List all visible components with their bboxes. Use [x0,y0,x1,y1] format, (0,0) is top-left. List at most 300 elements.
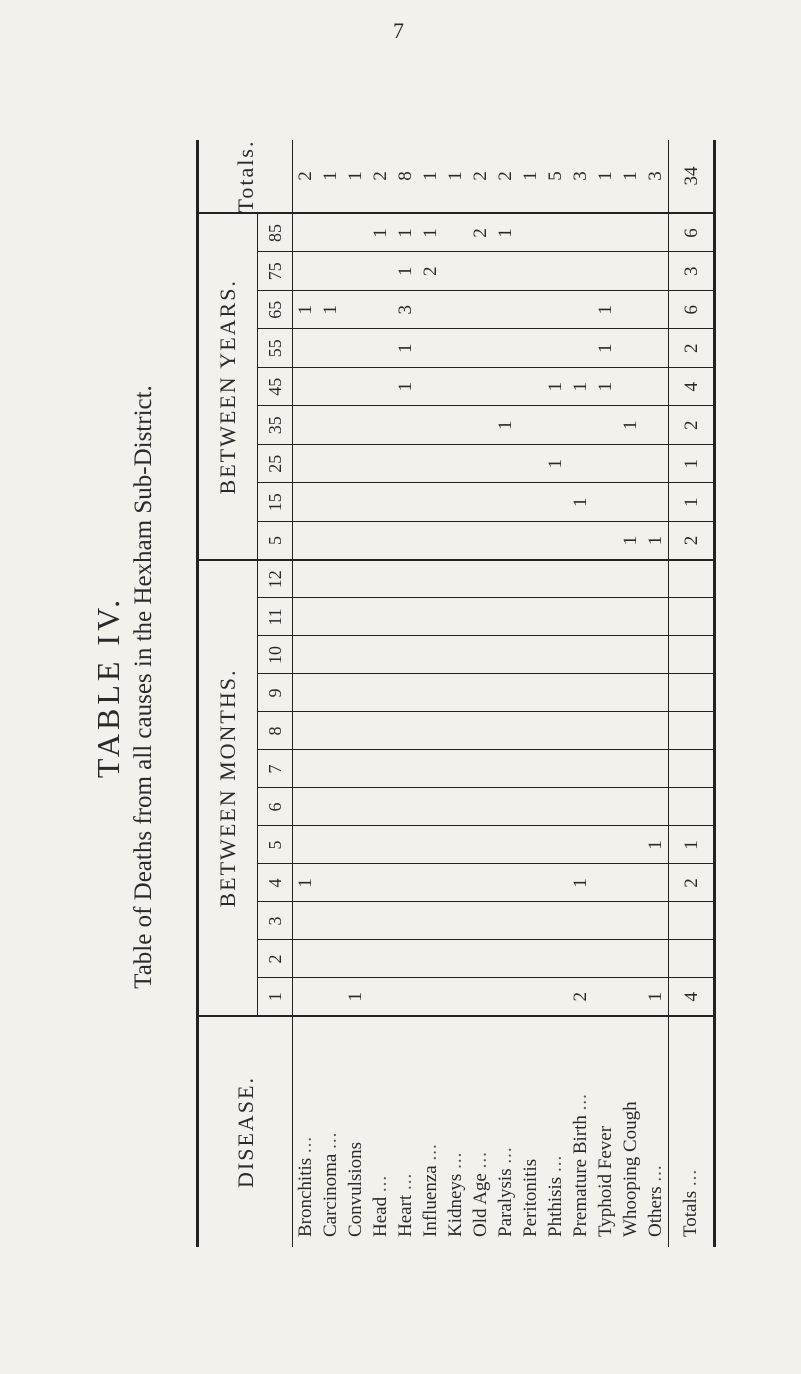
month-cell [593,826,618,864]
table-row [568,140,593,1247]
year-cell [643,368,669,407]
year-cell [418,368,443,407]
table-row [368,140,393,1247]
month-cell [493,598,518,636]
month-cell [493,978,518,1016]
year-cell [343,214,368,253]
year-cell [368,445,393,484]
month-cell [593,636,618,674]
month-cell [443,902,468,940]
month-cell [643,902,669,940]
year-cell [543,329,568,368]
disease-label: Kidneys [444,1173,466,1237]
month-cell [443,750,468,788]
month-cell [293,712,319,750]
month-cell [418,598,443,636]
month-header: 7 [258,750,293,788]
year-cell [593,522,618,561]
leader-dots: ... [394,1172,416,1191]
year-cell [443,368,468,407]
disease-label: Old Age [469,1173,491,1237]
year-cell [293,329,319,368]
year-cell [418,252,443,291]
year-cell [318,406,343,445]
total-value: 2 [370,171,391,181]
cell-value: 1 [395,382,416,392]
year-cell [518,406,543,445]
year-cell [418,291,443,330]
table-subtitle: Table of Deaths from all causes in the Hexham Sub-District. [130,385,157,989]
cell-value: 1 [570,878,591,888]
year-cell [593,406,618,445]
month-cell [643,826,669,864]
month-cell [468,826,493,864]
year-cell [618,445,643,484]
disease-label: Convulsions [344,1141,366,1237]
month-cell [518,826,543,864]
month-cell [318,674,343,712]
disease-label: Totals [680,1190,701,1237]
month-cell [418,560,443,598]
cell-value: 3 [395,305,416,315]
year-cell [643,483,669,522]
month-cell [418,826,443,864]
cell-value: 1 [645,992,666,1002]
month-cell [318,978,343,1016]
year-cell [518,252,543,291]
cell-value: 1 [345,992,366,1002]
year-cell [468,406,493,445]
month-cell [643,674,669,712]
year-cell [318,368,343,407]
total-cell [618,140,643,214]
year-cell [643,252,669,291]
table-row [443,140,468,1247]
month-cell [669,826,715,864]
disease-header: DISEASE. [198,1016,293,1247]
month-cell [468,560,493,598]
month-cell [468,864,493,902]
month-cell [493,674,518,712]
month-cell [443,636,468,674]
year-cell [293,368,319,407]
year-cell [493,522,518,561]
year-cell [643,406,669,445]
table-row [343,140,368,1247]
year-cell [393,406,418,445]
disease-label: Heart [394,1194,416,1237]
cell-value: 1 [680,840,702,850]
disease-name [318,1016,343,1247]
cell-value: 1 [595,305,616,315]
year-cell [618,522,643,561]
total-value: 3 [645,171,666,181]
year-cell [368,406,393,445]
year-cell [393,329,418,368]
year-cell [518,522,543,561]
year-cell [418,329,443,368]
month-header: 4 [258,864,293,902]
cell-value: 1 [495,228,516,238]
month-cell [343,598,368,636]
month-cell [368,902,393,940]
month-header: 8 [258,712,293,750]
month-cell [669,750,715,788]
year-header: 65 [258,291,293,330]
total-value: 2 [495,171,516,181]
month-cell [318,902,343,940]
month-cell [669,712,715,750]
disease-name [368,1016,393,1247]
year-cell [443,406,468,445]
total-value: 1 [345,171,366,181]
month-cell [669,636,715,674]
year-cell [443,483,468,522]
disease-label: Head [369,1196,391,1237]
disease-name [393,1016,418,1247]
year-header: 35 [258,406,293,445]
month-header: 11 [258,598,293,636]
cell-value: 1 [395,343,416,353]
year-cell [343,329,368,368]
month-cell [293,598,319,636]
table-row [543,140,568,1247]
month-cell [593,902,618,940]
disease-name [593,1016,618,1247]
total-value: 1 [520,171,541,181]
month-cell [618,788,643,826]
year-cell [543,214,568,253]
disease-name [418,1016,443,1247]
year-cell [618,368,643,407]
year-cell [368,329,393,368]
total-cell [343,140,368,214]
deaths-table [196,140,716,1247]
year-cell [568,252,593,291]
total-cell [468,140,493,214]
month-cell [568,788,593,826]
month-cell [418,902,443,940]
year-cell [318,252,343,291]
table-header [198,140,293,1247]
total-value: 1 [320,171,341,181]
month-cell [568,864,593,902]
year-cell [443,522,468,561]
table-row [318,140,343,1247]
total-cell [543,140,568,214]
month-cell [393,674,418,712]
month-cell [568,712,593,750]
month-cell [293,826,319,864]
month-cell [618,560,643,598]
month-header: 1 [258,978,293,1016]
year-cell [543,291,568,330]
month-cell [468,598,493,636]
year-cell [643,445,669,484]
year-cell [368,252,393,291]
month-cell [368,560,393,598]
table-row [418,140,443,1247]
month-cell [568,560,593,598]
year-cell [669,522,715,561]
total-value: 8 [395,171,416,181]
month-cell [293,674,319,712]
month-cell [669,598,715,636]
total-value: 34 [680,166,702,186]
year-cell [468,252,493,291]
table-row [643,140,669,1247]
disease-label: Whooping Cough [619,1101,641,1237]
year-cell [669,214,715,253]
year-cell [393,368,418,407]
year-cell [443,329,468,368]
year-cell [393,291,418,330]
month-cell [518,940,543,978]
month-cell [293,560,319,598]
cell-value: 1 [370,228,391,238]
month-cell [418,712,443,750]
month-cell [393,712,418,750]
month-cell [643,940,669,978]
cell-value: 1 [295,305,316,315]
month-cell [343,864,368,902]
cell-value: 2 [420,266,441,276]
cell-value: 2 [680,878,702,888]
total-cell [493,140,518,214]
month-cell [343,750,368,788]
disease-name [518,1016,543,1247]
month-cell [343,788,368,826]
total-cell [318,140,343,214]
totals-header: Totals. [198,140,293,214]
month-cell [343,902,368,940]
total-value: 1 [620,171,641,181]
month-cell [393,940,418,978]
cell-value: 3 [680,266,702,276]
month-header: 6 [258,788,293,826]
year-cell [293,291,319,330]
year-cell [443,252,468,291]
cell-value: 1 [680,497,702,507]
year-cell [568,522,593,561]
total-cell [593,140,618,214]
year-cell [318,522,343,561]
disease-label: Premature Birth [569,1115,591,1237]
cell-value: 4 [680,382,702,392]
month-cell [643,978,669,1016]
year-cell [343,252,368,291]
month-cell [593,788,618,826]
month-cell [368,750,393,788]
month-header: 10 [258,636,293,674]
year-cell [493,252,518,291]
total-cell [293,140,319,214]
year-cell [318,214,343,253]
month-cell [518,560,543,598]
leader-dots: ... [294,1135,316,1154]
month-cell [443,826,468,864]
year-header: 75 [258,252,293,291]
year-cell [368,368,393,407]
cell-value: 1 [545,459,566,469]
disease-name [343,1016,368,1247]
disease-label: Paralysis [494,1168,516,1237]
month-cell [618,940,643,978]
year-cell [318,291,343,330]
year-cell [643,214,669,253]
leader-dots: ... [569,1093,591,1111]
month-cell [543,826,568,864]
month-cell [618,598,643,636]
disease-label: Carcinoma [319,1153,341,1237]
month-cell [368,978,393,1016]
year-cell [543,252,568,291]
disease-name [543,1016,568,1247]
month-cell [618,636,643,674]
month-cell [568,674,593,712]
table-label: TABLE IV. [90,595,126,779]
month-cell [343,560,368,598]
month-cell [368,788,393,826]
month-cell [468,940,493,978]
month-cell [493,560,518,598]
year-cell [443,214,468,253]
year-cell [418,445,443,484]
month-cell [468,788,493,826]
table-row [293,140,319,1247]
leader-dots: ... [544,1154,566,1173]
year-cell [618,291,643,330]
cell-value: 1 [680,459,702,469]
year-cell [669,291,715,330]
totals-label [669,1016,715,1247]
year-cell [293,214,319,253]
year-cell [368,522,393,561]
cell-value: 2 [680,343,702,353]
month-cell [543,712,568,750]
month-cell [568,636,593,674]
month-cell [543,978,568,1016]
month-cell [643,636,669,674]
year-cell [443,445,468,484]
month-cell [669,978,715,1016]
month-cell [418,940,443,978]
year-cell [518,214,543,253]
month-cell [518,864,543,902]
cell-value: 1 [570,497,591,507]
total-cell [518,140,543,214]
month-cell [618,712,643,750]
page-number: 7 [393,18,404,43]
month-cell [543,902,568,940]
month-cell [393,560,418,598]
year-cell [468,368,493,407]
month-cell [643,560,669,598]
year-cell [618,406,643,445]
disease-name [443,1016,468,1247]
table-row [468,140,493,1247]
year-cell [368,214,393,253]
month-cell [293,940,319,978]
leader-dots: ... [319,1131,341,1149]
year-cell [418,483,443,522]
month-cell [618,826,643,864]
month-cell [293,902,319,940]
table-row [593,140,618,1247]
month-cell [293,864,319,902]
month-cell [318,750,343,788]
month-cell [343,978,368,1016]
cell-value: 1 [595,343,616,353]
month-cell [443,712,468,750]
month-cell [543,940,568,978]
total-cell [643,140,669,214]
month-cell [343,940,368,978]
month-cell [618,674,643,712]
total-value: 2 [470,171,491,181]
year-cell [418,214,443,253]
cell-value: 1 [395,266,416,276]
month-cell [368,940,393,978]
year-cell [293,522,319,561]
year-cell [593,214,618,253]
year-cell [393,214,418,253]
years-group-header: BETWEEN YEARS. [198,214,258,561]
year-cell [593,329,618,368]
leader-dots: ... [644,1164,666,1182]
cell-value: 1 [395,228,416,238]
cell-value: 1 [645,840,666,850]
month-cell [318,636,343,674]
year-cell [468,214,493,253]
month-cell [543,598,568,636]
year-cell [568,406,593,445]
month-header: 12 [258,560,293,598]
cell-value: 1 [420,228,441,238]
disease-name [643,1016,669,1247]
year-cell [568,483,593,522]
year-cell [493,291,518,330]
disease-name [618,1016,643,1247]
month-cell [543,864,568,902]
month-cell [518,712,543,750]
disease-name [468,1016,493,1247]
year-cell [518,291,543,330]
month-cell [393,598,418,636]
disease-label: Peritonitis [519,1158,541,1237]
month-cell [343,712,368,750]
year-cell [368,483,393,522]
year-cell [518,368,543,407]
month-cell [593,712,618,750]
disease-label: Influenza [419,1165,441,1237]
month-cell [493,712,518,750]
year-cell [593,368,618,407]
year-cell [393,522,418,561]
year-cell [669,483,715,522]
month-cell [518,750,543,788]
year-cell [468,291,493,330]
year-cell [343,483,368,522]
year-cell [518,445,543,484]
month-cell [418,750,443,788]
month-cell [318,598,343,636]
disease-label: Bronchitis [294,1157,316,1237]
year-header: 15 [258,483,293,522]
year-cell [493,368,518,407]
year-cell [343,445,368,484]
year-header: 85 [258,214,293,253]
